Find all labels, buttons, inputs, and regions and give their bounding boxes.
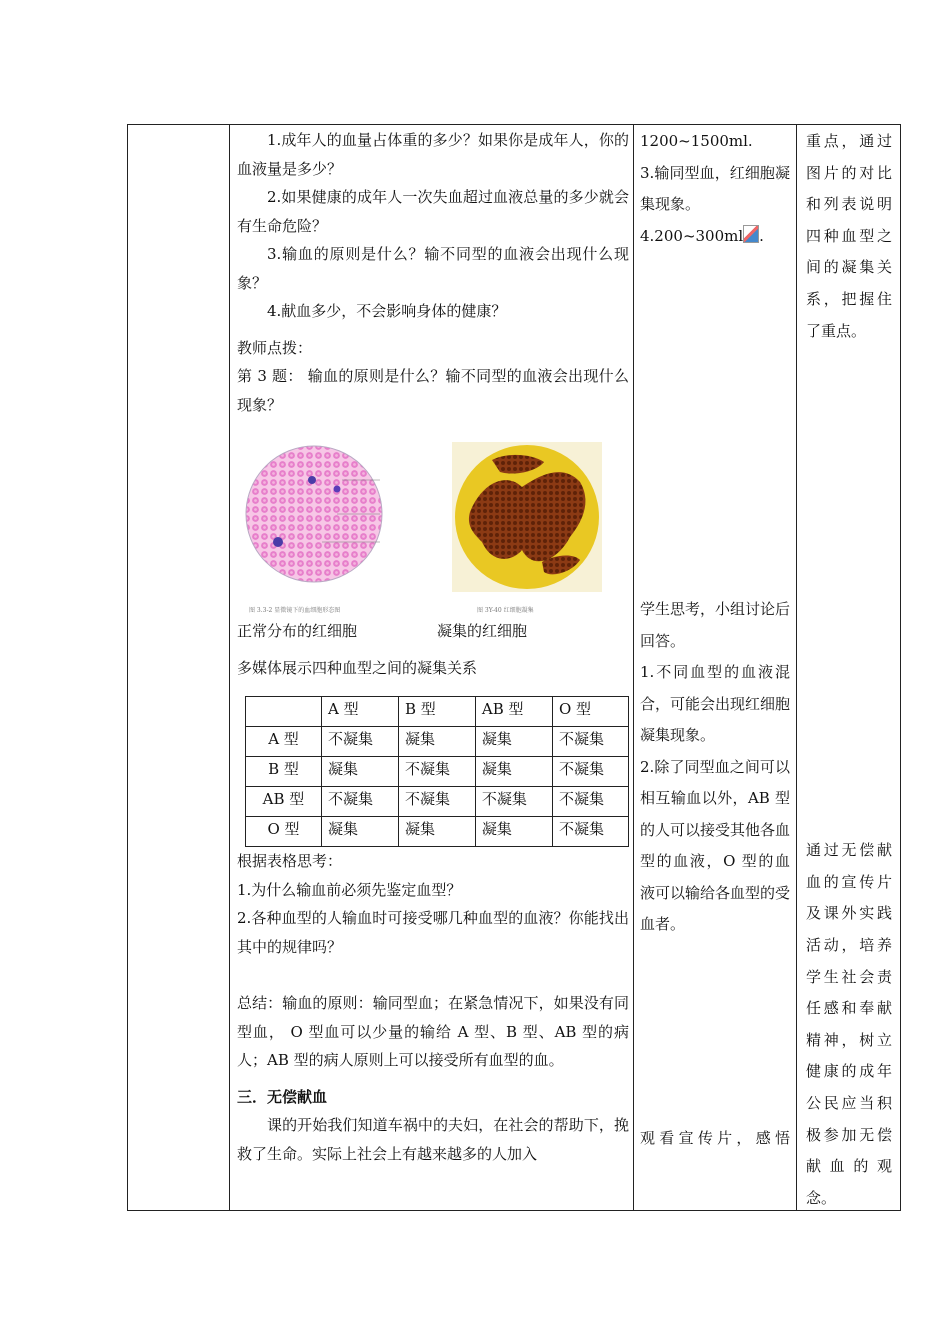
row-header-cell: B 型 <box>246 757 322 787</box>
design-intent-column <box>806 126 892 1214</box>
student-activity-column <box>640 126 790 1154</box>
table-row <box>246 787 629 817</box>
table-header-cell: A 型 <box>321 697 398 727</box>
watch-text: 观看宣传片，感悟 <box>640 1128 790 1147</box>
point-3: 第 3 题： 输血的原则是什么？输不同型的血液会出现什么现象？ <box>237 367 629 414</box>
table-cell: 不凝集 <box>321 727 398 757</box>
table-cell: 不凝集 <box>552 757 628 787</box>
table-cell: 凝集 <box>321 817 398 847</box>
row-header-cell: A 型 <box>246 727 322 757</box>
column-divider <box>633 125 634 1210</box>
answer-4-line: 4.200~300ml . <box>640 226 764 245</box>
table-cell: 不凝集 <box>552 817 628 847</box>
table-cell: 不凝集 <box>552 727 628 757</box>
multimedia-note: 多媒体展示四种血型之间的凝集关系 <box>237 658 478 677</box>
answer-4: 4.200~300ml <box>640 226 744 245</box>
question-2: 2.如果健康的成年人一次失血超过血液总量的多少就会有生命危险？ <box>237 188 629 235</box>
table-cell: 不凝集 <box>475 787 552 817</box>
teaching-content-column <box>237 126 629 1168</box>
think-question-2: 2.各种血型的人输血时可接受哪几种血型的血液？你能找出其中的规律吗？ <box>237 909 629 956</box>
broken-image-icon <box>743 225 759 243</box>
normal-cells-label: 正常分布的红细胞 <box>237 622 358 640</box>
column-divider <box>796 125 797 1210</box>
blood-cell-images <box>237 437 629 617</box>
normal-red-cells-image <box>242 442 392 592</box>
table-header-cell: AB 型 <box>475 697 552 727</box>
intent-2: 通过无偿献血的宣传片及课外实践活动，培养学生社会责任感和奉献精神，树立健康的成年公民应当积极参加无偿献血的观念。 <box>806 841 892 1207</box>
table-cell: 凝集 <box>398 817 475 847</box>
question-3: 3.输血的原则是什么？输不同型的血液会出现什么现象？ <box>237 245 629 292</box>
row-header-cell: AB 型 <box>246 787 322 817</box>
teacher-label: 教师点拨： <box>237 338 313 357</box>
intent-1: 重点，通过图片的对比和列表说明四种血型之间的凝集关系，把握住了重点。 <box>806 132 892 340</box>
row-header-cell: O 型 <box>246 817 322 847</box>
answer-3: 3.输同型血，红细胞凝集现象。 <box>640 163 790 213</box>
table-cell: 凝集 <box>475 757 552 787</box>
question-1: 1.成年人的血量占体重的多少？如果你是成年人，你的血液量是多少？ <box>237 131 629 178</box>
table-header-cell: B 型 <box>398 697 475 727</box>
agglutination-table <box>245 696 629 847</box>
table-row <box>246 817 629 847</box>
clumped-cells-label: 凝集的红细胞 <box>437 622 528 640</box>
discuss-answer-1: 1.不同血型的血液混合，可能会出现红细胞凝集现象。 <box>640 663 791 744</box>
table-cell: 不凝集 <box>552 787 628 817</box>
question-4: 4.献血多少，不会影响身体的健康？ <box>267 302 507 320</box>
table-cell: 不凝集 <box>398 787 475 817</box>
clumped-red-cells-image <box>452 442 602 592</box>
table-header-row <box>246 697 629 727</box>
discuss-answer-2: 2.除了同型血之间可以相互输血以外，AB 型的人可以接受其他各血型的血液，O 型的血液可以输给各血型的受血者。 <box>640 757 791 933</box>
table-cell <box>246 697 322 727</box>
column-divider <box>229 125 230 1210</box>
table-cell: 凝集 <box>475 817 552 847</box>
table-cell: 凝集 <box>475 727 552 757</box>
table-row <box>246 757 629 787</box>
image-1-caption: 图 3.3-2 显微镜下的血细胞形态图 <box>249 607 341 614</box>
section-3-title: 三．无偿献血 <box>237 1087 328 1106</box>
table-cell: 不凝集 <box>321 787 398 817</box>
table-row <box>246 727 629 757</box>
table-cell: 凝集 <box>398 727 475 757</box>
think-question-1: 1.为什么输血前必须先鉴定血型？ <box>237 880 462 899</box>
table-header-cell: O 型 <box>552 697 628 727</box>
section-3-text: 课的开始我们知道车祸中的夫妇，在社会的帮助下，挽救了生命。实际上社会上有越来越多的人加入 <box>237 1116 629 1163</box>
table-cell: 不凝集 <box>398 757 475 787</box>
summary-text: 总结：输血的原则：输同型血；在紧急情况下，如果没有同型血， O 型血可以少量的输给 A 型、B 型、AB 型的病人；AB 型的病人原则上可以接受所有血型的血。 <box>237 994 629 1069</box>
table-cell: 凝集 <box>321 757 398 787</box>
discuss-text: 学生思考，小组讨论后回答。 <box>640 600 791 650</box>
answer-1: 1200~1500ml. <box>640 132 753 150</box>
think-label: 根据表格思考： <box>237 852 343 870</box>
image-2-caption: 图 3Y-40 红细胞凝集 <box>477 607 534 614</box>
